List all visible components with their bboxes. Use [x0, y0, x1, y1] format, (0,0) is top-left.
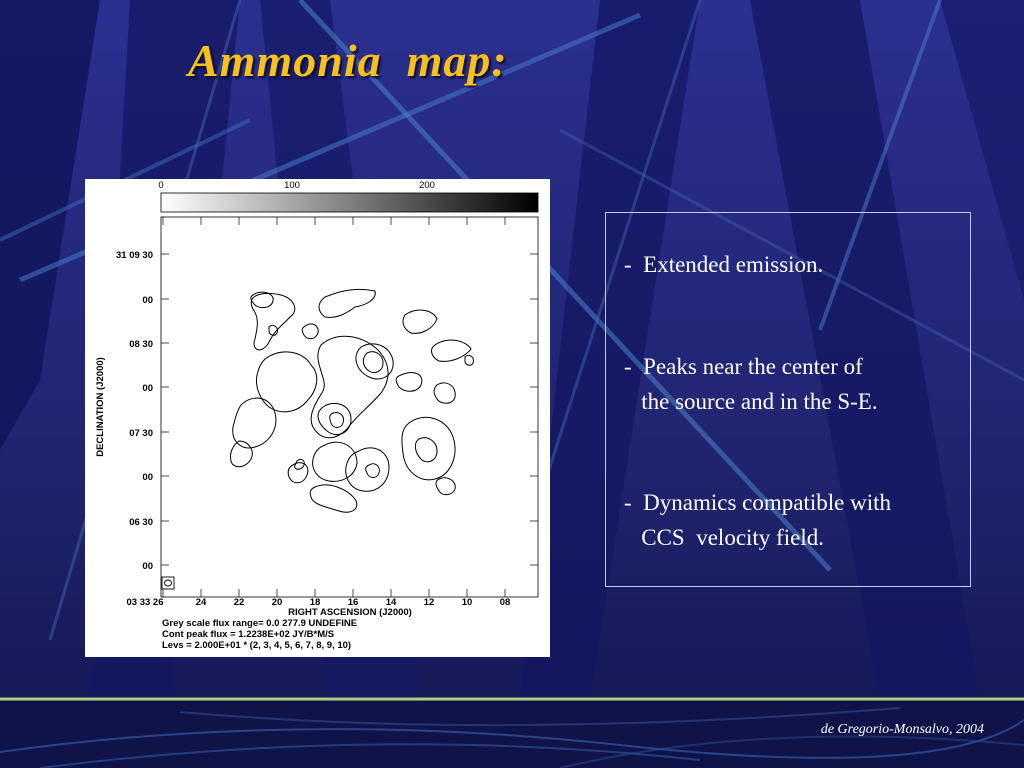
x-tick-label: 18: [309, 597, 321, 608]
x-tick-label: 10: [461, 597, 473, 608]
axis-ticks: [161, 217, 538, 597]
slide-title: Ammonia map:: [188, 35, 508, 86]
y-tick-label: 00: [142, 561, 153, 572]
x-tick-label: 24: [195, 597, 207, 608]
y-tick-label: 07 30: [129, 428, 153, 439]
y-tick-label: 00: [142, 383, 153, 394]
greyscale-tick-0: 0: [158, 180, 164, 191]
caption-line: Cont peak flux = 1.2238E+02 JY/B*M/S: [162, 629, 335, 640]
note-extended-emission: - Extended emission.: [624, 252, 824, 277]
greyscale-tick-100: 100: [284, 180, 300, 191]
note-dynamics: - Dynamics compatible with CCS velocity field.: [624, 490, 891, 550]
x-tick-label: 16: [347, 597, 359, 608]
note-peaks: - Peaks near the center of the source and in the S-E.: [624, 354, 878, 414]
y-tick-label: 06 30: [129, 517, 153, 528]
x-tick-label: 14: [385, 597, 397, 608]
x-tick-label: 03 33 26: [126, 597, 164, 608]
x-tick-label: 22: [233, 597, 245, 608]
ammonia-contours: [230, 289, 473, 512]
caption-line: Levs = 2.000E+01 * (2, 3, 4, 5, 6, 7, 8, 9, 10): [162, 640, 352, 651]
x-axis-label: RIGHT ASCENSION (J2000): [288, 607, 412, 618]
caption-line: Grey scale flux range= 0.0 277.9 UNDEFINE: [162, 618, 358, 629]
y-tick-label: 00: [142, 295, 153, 306]
notes-box: [605, 212, 971, 587]
y-tick-label: 00: [142, 472, 153, 483]
ammonia-map-figure: [85, 179, 550, 657]
slide-credit: de Gregorio-Monsalvo, 2004: [820, 722, 984, 737]
y-tick-label: 31 09 30: [116, 250, 153, 261]
y-axis-label: DECLINATION (J2000): [95, 357, 106, 457]
plot-frame: [161, 217, 538, 597]
beam-marker: [162, 577, 174, 589]
x-tick-label: 08: [499, 597, 511, 608]
greyscale-bar: [161, 193, 538, 212]
y-tick-label: 08 30: [129, 339, 153, 350]
greyscale-tick-200: 200: [419, 180, 435, 191]
x-tick-label: 20: [271, 597, 283, 608]
x-tick-label: 12: [423, 597, 435, 608]
